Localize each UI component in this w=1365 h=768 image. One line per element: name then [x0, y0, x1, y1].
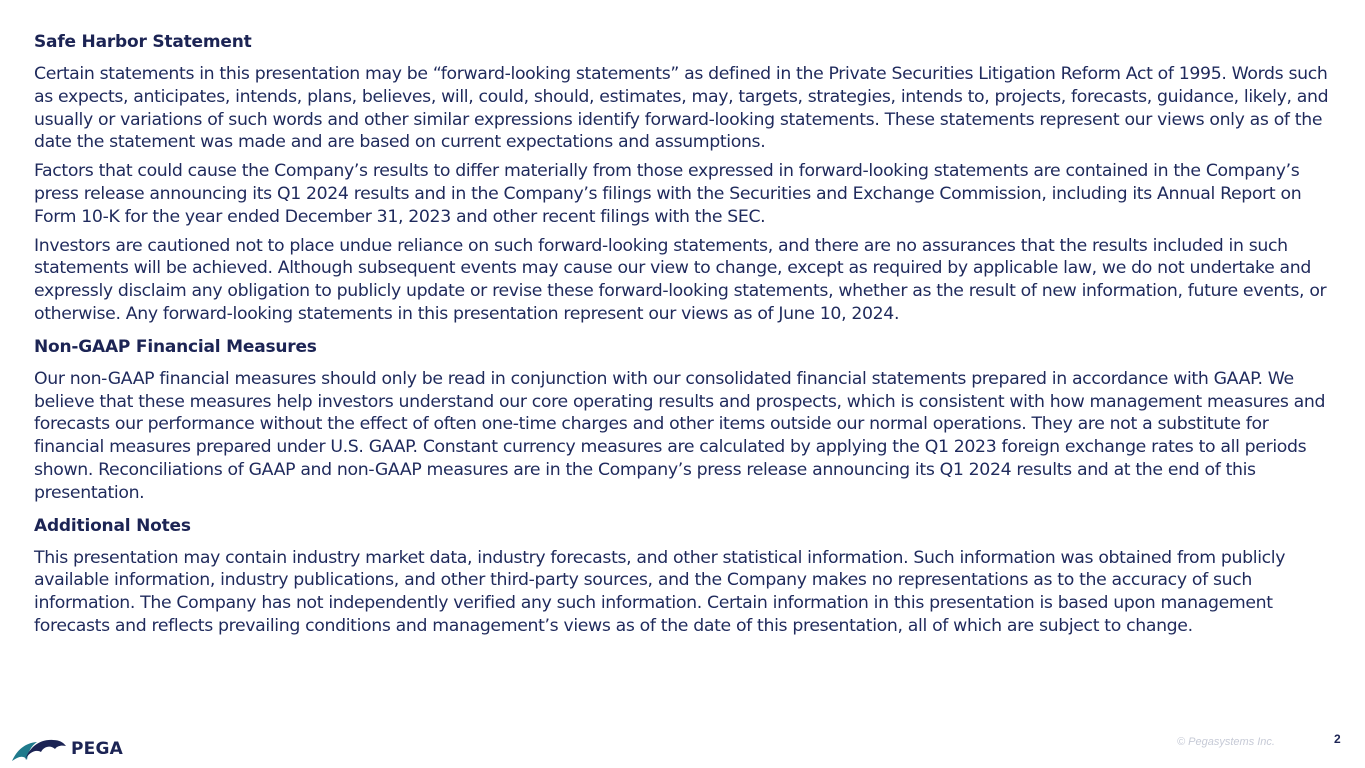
safe-harbor-paragraph-3: Investors are cautioned not to place undue reliance on such forward-looking statements, and there are no assurances that the results included in such statements will be achieved. Although subsequent events may cause our view to change, except as required by applicable law, we do not undertake and expressly disclaim any obligation to publicly update or revise these forward-looking statements, whether as the result of new information, future events, or otherwise. Any forward-looking statements in this presentation represent our views as of June 10, 2024.	[34, 235, 1327, 324]
non-gaap-paragraph: Our non-GAAP financial measures should only be read in conjunction with our consolidated financial statements prepared in accordance with GAAP. We believe that these measures help investors understand our core operating results and prospects, which is consistent with how management measures and forecasts our performance without the effect of often one-time charges and other items outside our normal operations. They are not a substitute for financial measures prepared under U.S. GAAP. Constant currency measures are calculated by applying the Q1 2023 foreign exchange rates to all periods shown. Reconciliations of GAAP and non-GAAP measures are in the Company’s press release announcing its Q1 2024 results and at the end of this presentation.	[34, 368, 1326, 503]
pega-wordmark: PEGA	[71, 739, 123, 759]
page-number: 2	[1334, 732, 1341, 746]
pega-logo	[11, 735, 123, 763]
safe-harbor-paragraph-2: Factors that could cause the Company’s results to differ materially from those expressed in forward-looking statements are contained in the Company’s press release announcing its Q1 2024 results and in the Company’s filings with the Securities and Exchange Commission, including its Annual Report on Form 10-K for the year ended December 31, 2023 and other recent filings with the SEC.	[34, 161, 1302, 227]
additional-notes-paragraph: This presentation may contain industry market data, industry forecasts, and other statistical information. Such information was obtained from publicly available information, industry publications, and other third-party sources, and the Company makes no representations as to the accuracy of such information. The Company has not independently verified any such information. Certain information in this presentation is based upon management forecasts and reflects prevailing conditions and management’s views as of the date of this presentation, all of which are subject to change.	[34, 547, 1286, 636]
safe-harbor-heading: Safe Harbor Statement	[34, 32, 252, 52]
pega-bird-icon	[11, 736, 67, 762]
slide-content	[34, 30, 1338, 644]
non-gaap-heading: Non-GAAP Financial Measures	[34, 336, 317, 357]
safe-harbor-paragraph-1: Certain statements in this presentation may be “forward-looking statements” as defined in the Private Securities Litigation Reform Act of 1995. Words such as expects, anticipates, intends, plans, believes, will, could, should, estimates, may, targets, strategies, intends to, projects, forecasts, guidance, likely, and usually or variations of such words and other similar expressions identify forward-looking statements. These statements represent our views only as of the date the statement was made and are based on current expectations and assumptions.	[34, 64, 1329, 153]
additional-notes-heading: Additional Notes	[34, 515, 191, 536]
copyright-text: © Pegasystems Inc.	[1177, 736, 1275, 748]
